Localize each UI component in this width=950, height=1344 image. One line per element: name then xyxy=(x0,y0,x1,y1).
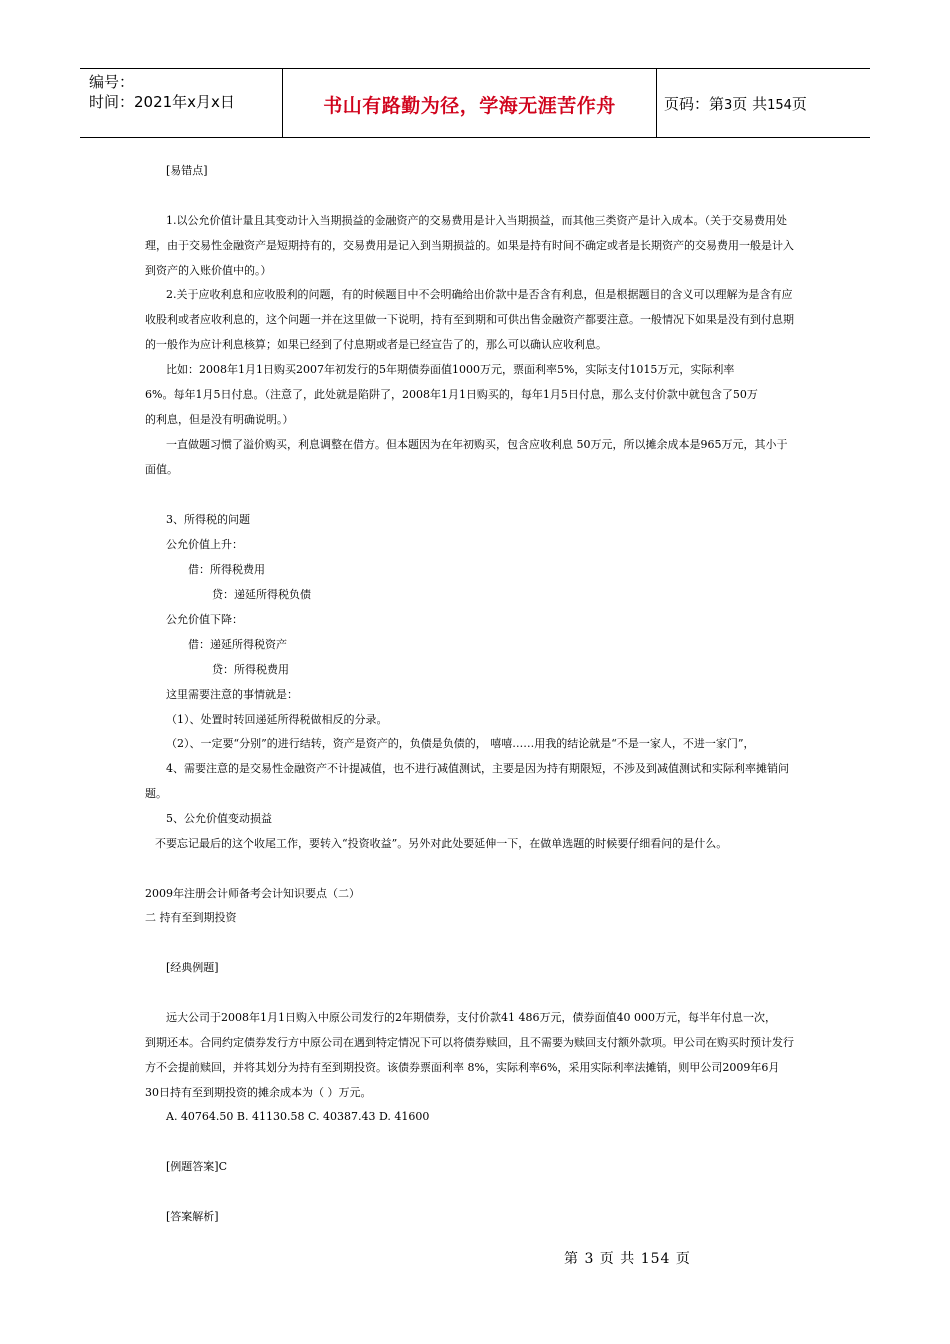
text-line: 方不会提前赎回，并将其划分为持有至到期投资。该债券票面利率 8%，实际利率6%，采用实际利率法摊销，则甲公司2009年6月 xyxy=(145,1061,780,1074)
text-line: 公允价值下降： xyxy=(166,613,243,626)
text-line: 远大公司于2008年1月1日购入中原公司发行的2年期债券，支付价款41 486万元，债券面值40 000万元，每半年付息一次， xyxy=(166,1011,776,1024)
text-line: 1.以公允价值计量且其变动计入当期损益的金融资产的交易费用是计入当期损益，而其他三类资产是计入成本。（关于交易费用处 xyxy=(166,214,787,227)
text-line: 一直做题习惯了溢价购买，利息调整在借方。但本题因为在年初购买，包含应收利息 50万元，所以摊余成本是965万元，其小于 xyxy=(166,438,788,451)
header-divider xyxy=(656,69,657,137)
text-line: 题。 xyxy=(145,787,167,800)
page-footer: 第 3 页 共 154 页 xyxy=(564,1251,691,1267)
section-label: [易错点] xyxy=(166,164,208,177)
page-mid: 页 共 xyxy=(732,95,768,113)
section-heading: 5、公允价值变动损益 xyxy=(166,812,272,825)
text-line: 6%。每年1月5日付息。（注意了，此处就是陷阱了，2008年1月1日购买的，每年1月5日付息，那么支付价款中就包含了50万 xyxy=(145,388,758,401)
text-line: 收股利或者应收利息的，这个问题一并在这里做一下说明，持有至到期和可供出售金融资产都要注意。一般情况下如果是没有到付息期 xyxy=(145,313,794,326)
section-heading: 二 持有至到期投资 xyxy=(145,911,237,924)
article-title: 2009年注册会计师备考会计知识要点（二） xyxy=(145,887,360,900)
text-line: 理，由于交易性金融资产是短期持有的，交易费用是记入到当期损益的。如果是持有时间不确定或者是长期资产的交易费用一般是计入 xyxy=(145,239,794,252)
page-header xyxy=(80,68,870,138)
page-total: 154 xyxy=(767,98,792,113)
text-line: 这里需要注意的事情就是： xyxy=(166,688,298,701)
header-page-number xyxy=(664,93,807,114)
text-line: 2.关于应收利息和应收股利的问题，有的时候题目中不会明确给出价款中是否含有利息，但是根据题目的含义可以理解为是含有应 xyxy=(166,288,793,301)
text-line: 公允价值上升： xyxy=(166,538,243,551)
section-heading: 3、所得税的问题 xyxy=(166,513,250,526)
text-line: 30日持有至到期投资的摊余成本为（ ）万元。 xyxy=(145,1086,372,1099)
page-prefix: 页码：第 xyxy=(664,95,725,113)
answer-options: A. 40764.50 B. 41130.58 C. 40387.43 D. 41600 xyxy=(166,1110,430,1123)
text-line: （1）、处置时转回递延所得税做相反的分录。 xyxy=(166,713,388,726)
text-line: 的一般作为应计利息核算；如果已经到了付息期或者是已经宣告了的，那么可以确认应收利息。 xyxy=(145,338,607,351)
text-line: 到期还本。合同约定债券发行方中原公司在遇到特定情况下可以将债券赎回，且不需要为赎回支付额外款项。甲公司在购买时预计发行 xyxy=(145,1036,794,1049)
page-current: 3 xyxy=(724,98,733,113)
text-line: 不要忘记最后的这个收尾工作，要转入“投资收益”。另外对此处要延伸一下，在做单选题的时候要仔细看问的是什么。 xyxy=(155,837,728,850)
journal-entry: 贷：所得税费用 xyxy=(212,663,289,676)
section-label: [答案解析] xyxy=(166,1210,219,1223)
text-line: 到资产的入账价值中的。） xyxy=(145,264,272,277)
header-info xyxy=(89,72,235,112)
journal-entry: 借：递延所得税资产 xyxy=(188,638,287,651)
time-label: 时间：2021年x月x日 xyxy=(89,93,235,111)
section-label: [经典例题] xyxy=(166,961,219,974)
page-suffix: 页 xyxy=(791,95,807,113)
journal-entry: 贷：递延所得税负债 xyxy=(212,588,311,601)
text-line: 比如：2008年1月1日购买2007年初发行的5年期债券面值1000万元，票面利率5%，实际支付1015万元，实际利率 xyxy=(166,363,735,376)
number-label: 编号： xyxy=(89,73,135,91)
text-line: （2）、一定要“分别”的进行结转，资产是资产的，负债是负债的， 嘻嘻……用我的结论就是“不是一家人，不进一家门”， xyxy=(166,737,755,750)
answer-label: [例题答案]C xyxy=(166,1160,227,1173)
text-line: 4、需要注意的是交易性金融资产不计提减值，也不进行减值测试，主要是因为持有期限短，不涉及到减值测试和实际利率摊销问 xyxy=(166,762,789,775)
text-line: 的利息，但是没有明确说明。） xyxy=(145,413,294,426)
header-motto: 书山有路勤为径，学海无涯苦作舟 xyxy=(323,95,616,117)
journal-entry: 借：所得税费用 xyxy=(188,563,265,576)
text-line: 面值。 xyxy=(145,463,178,476)
